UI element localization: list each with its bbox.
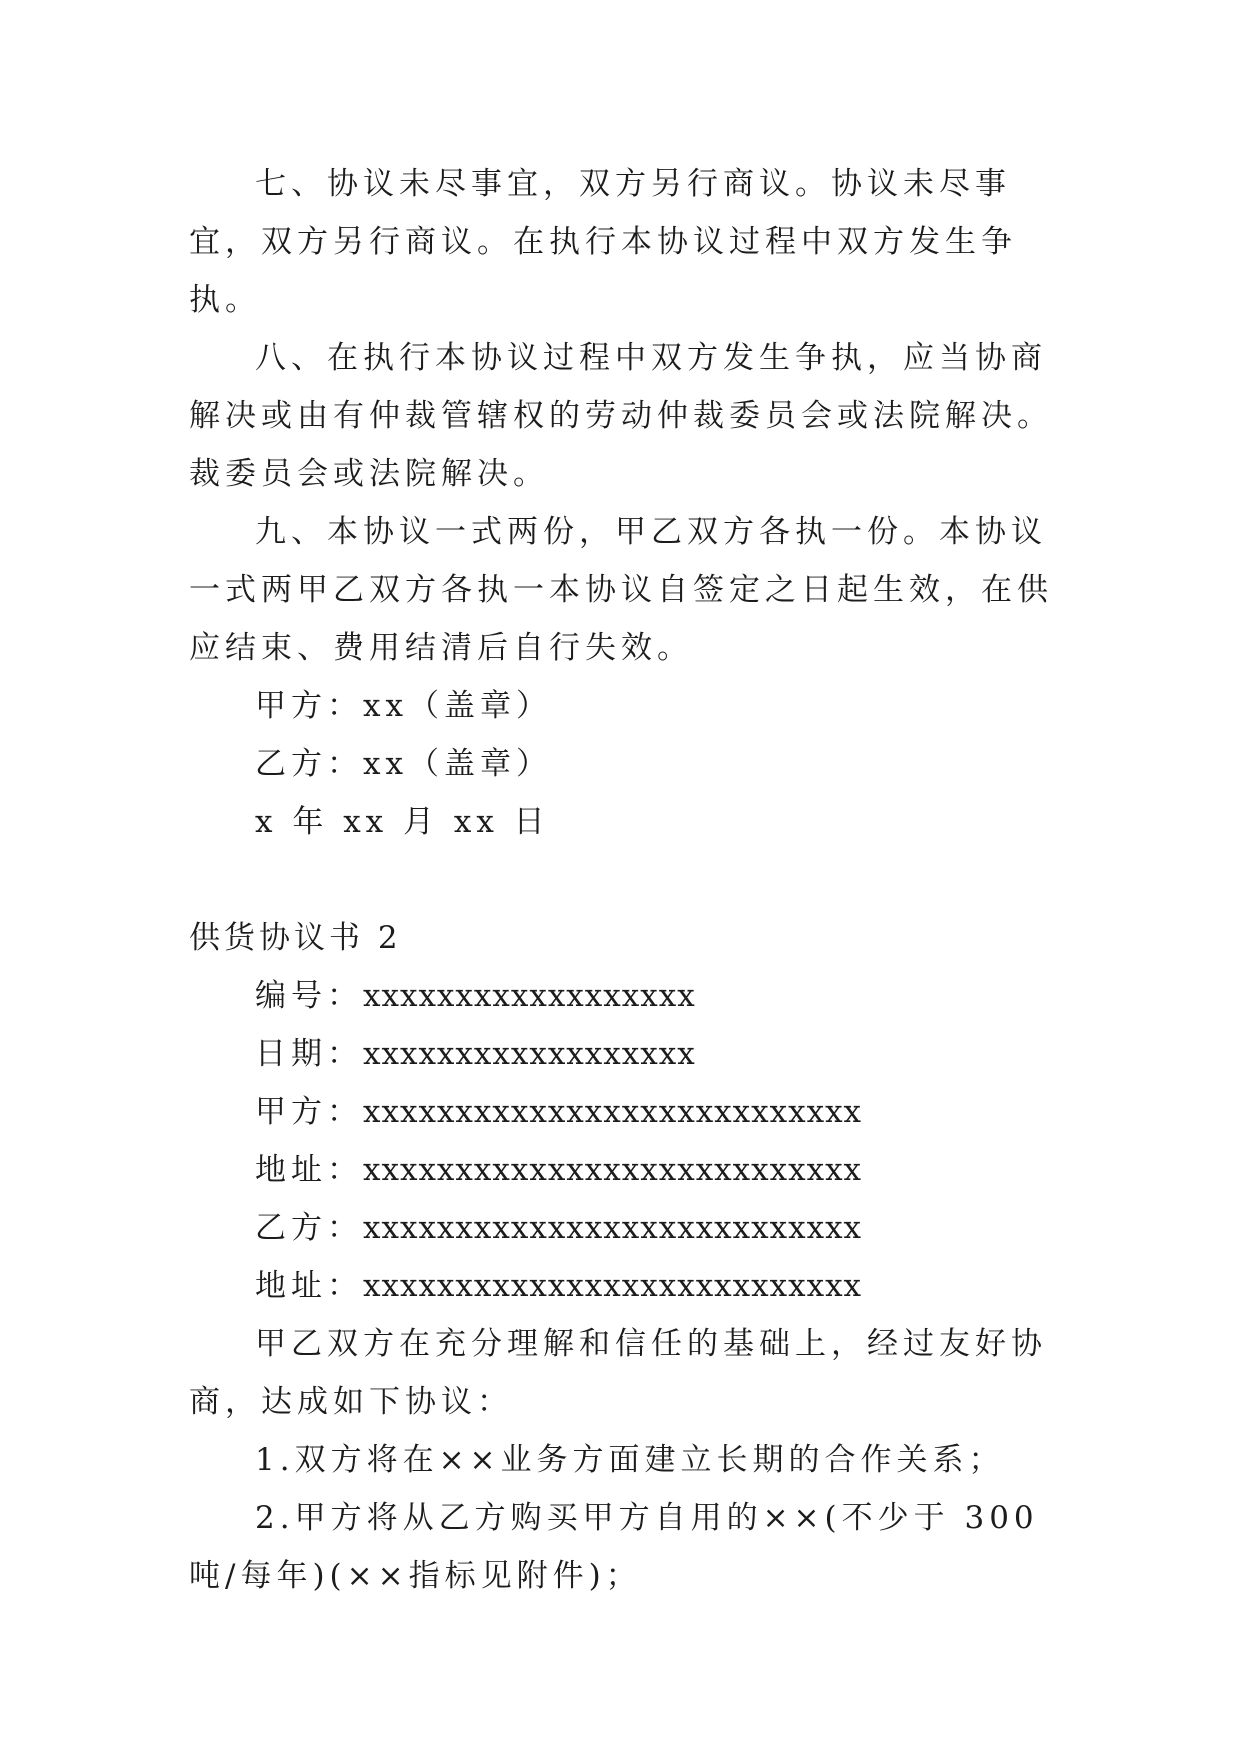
field-value: xxxxxxxxxxxxxxxxxxxxxxxxxxx [363,1152,863,1188]
signature-date: x 年 xx 月 xx 日 [255,804,550,840]
field-number [189,967,1061,1025]
field-party-b [189,1199,1061,1257]
agreement2-fields [189,967,1061,1315]
field-date [189,1025,1061,1083]
signature-party-a: 甲方：xx（盖章） [255,688,552,724]
field-label: 乙方： [255,1210,363,1246]
agreement2-item-2: 2.甲方将从乙方购买甲方自用的××(不少于 300 吨/每年)(××指标见附件)； [189,1500,1039,1594]
field-value: xxxxxxxxxxxxxxxxxxxxxxxxxxx [363,1268,863,1304]
field-value: xxxxxxxxxxxxxxxxxx [363,978,696,1014]
field-value: xxxxxxxxxxxxxxxxxxxxxxxxxxx [363,1210,863,1246]
field-address-b [189,1257,1061,1315]
field-party-a [189,1083,1061,1141]
document-body [189,155,1061,1605]
agreement2-item-1: 1.双方将在××业务方面建立长期的合作关系； [255,1442,1005,1478]
signature-party-b: 乙方：xx（盖章） [255,746,552,782]
agreement2-title: 供货协议书 2 [189,920,402,956]
field-address-a [189,1141,1061,1199]
agreement2-intro: 甲乙双方在充分理解和信任的基础上，经过友好协商，达成如下协议： [189,1326,1047,1420]
field-label: 地址： [255,1152,363,1188]
section-gap [189,851,1061,909]
field-label: 地址： [255,1268,363,1304]
clause-seven: 七、协议未尽事宜，双方另行商议。协议未尽事宜，双方另行商议。在执行本协议过程中双方发生争执。 [189,166,1017,318]
clause-eight: 八、在执行本协议过程中双方发生争执，应当协商解决或由有仲裁管辖权的劳动仲裁委员会或法院解决。裁委员会或法院解决。 [189,340,1053,492]
clause-nine: 九、本协议一式两份，甲乙双方各执一份。本协议一式两甲乙双方各执一本协议自签定之日起生效，在供应结束、费用结清后自行失效。 [189,514,1053,666]
field-label: 日期： [255,1036,363,1072]
field-value: xxxxxxxxxxxxxxxxxxxxxxxxxxx [363,1094,863,1130]
field-label: 编号： [255,978,363,1014]
field-value: xxxxxxxxxxxxxxxxxx [363,1036,696,1072]
field-label: 甲方： [255,1094,363,1130]
